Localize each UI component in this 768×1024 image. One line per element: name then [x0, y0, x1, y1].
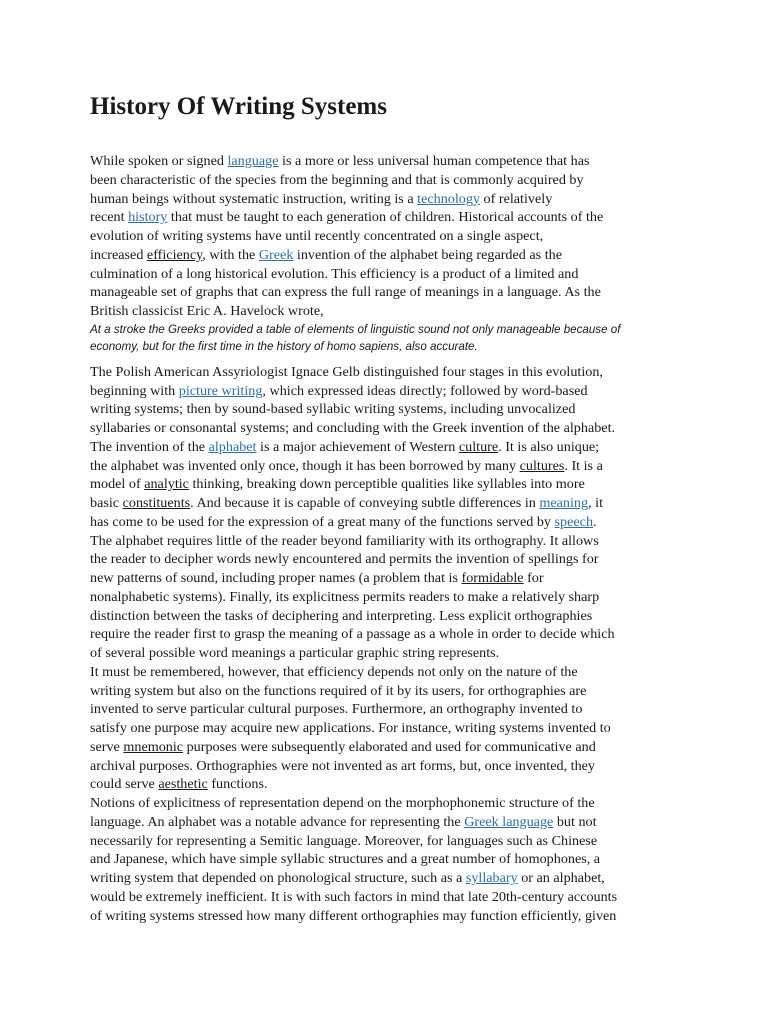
paragraph-gap — [90, 355, 690, 363]
text-line — [90, 457, 690, 476]
text-run: serve — [90, 738, 124, 755]
text-run: . It is a — [564, 457, 603, 474]
text-run: of several possible word meanings a particular graphic string represents. — [90, 645, 500, 661]
text-line — [90, 850, 690, 869]
paragraph-intro — [90, 152, 690, 321]
text-run: purposes were subsequently elaborated and used for communicative and — [183, 738, 596, 755]
text-run: beginning with — [90, 382, 179, 399]
text-line — [90, 532, 690, 551]
text-line — [90, 700, 690, 719]
text-run: thinking, breaking down perceptible qualities like syllables into more — [188, 476, 585, 493]
text-line — [90, 719, 690, 738]
text-run: satisfy one purpose may acquire new applications. For instance, writing systems invented to — [90, 720, 611, 736]
text-line — [90, 625, 690, 644]
term-efficiency[interactable]: efficiency — [146, 246, 203, 263]
article-body — [90, 152, 690, 925]
text-run: the reader to decipher words newly encountered and permits the invention of spellings for — [90, 551, 599, 568]
text-run: model of — [90, 476, 145, 493]
text-line — [90, 569, 690, 588]
quote-line: At a stroke the Greeks provided a table of elements of linguistic sound not only manageable because of — [90, 322, 621, 336]
text-line — [90, 644, 690, 663]
blockquote-havelock — [90, 321, 690, 355]
text-run: , it — [588, 495, 604, 511]
text-run: and Japanese, which have simple syllabic structures and a great number of homophones, a — [90, 851, 601, 868]
term-analytic[interactable]: analytic — [144, 476, 189, 493]
text-run: It must be remembered, however, that efficiency depends not only on the nature of the — [90, 663, 578, 680]
link-greek[interactable]: Greek — [258, 246, 294, 263]
text-line — [90, 607, 690, 626]
text-run: writing system that depended on phonological structure, such as a — [90, 870, 466, 886]
text-line — [90, 363, 690, 382]
text-line — [90, 550, 690, 569]
link-meaning[interactable]: meaning — [539, 495, 589, 511]
text-run: recent — [90, 209, 129, 226]
text-run: basic — [90, 495, 123, 511]
text-line — [90, 227, 690, 246]
term-mnemonic[interactable]: mnemonic — [123, 738, 184, 755]
text-run: writing system but also on the functions required of it by its users, for orthographies are — [90, 682, 587, 699]
text-line — [90, 775, 690, 794]
text-run: , with the — [202, 246, 259, 263]
text-line — [90, 265, 690, 284]
text-run: necessarily for representing a Semitic language. Moreover, for languages such as Chinese — [90, 832, 598, 849]
quote-line: economy, but for the first time in the history of homo sapiens, also accurate. — [90, 339, 478, 353]
paragraph-main — [90, 363, 690, 926]
term-culture[interactable]: culture — [458, 438, 499, 455]
text-line — [90, 869, 690, 888]
link-history[interactable]: history — [128, 209, 168, 226]
link-speech[interactable]: speech — [554, 513, 594, 530]
text-line — [90, 283, 690, 302]
term-constituents[interactable]: constituents — [122, 495, 191, 511]
text-run: but not — [553, 813, 597, 830]
text-run: language. An alphabet was a notable advance for representing the — [90, 813, 465, 830]
text-line — [90, 682, 690, 701]
text-run: been characteristic of the species from the beginning and that is commonly acquired by — [90, 171, 584, 188]
text-run: manageable set of graphs that can express the full range of meanings in a language. As the — [90, 284, 601, 301]
text-run: The alphabet requires little of the reader beyond familiarity with its orthography. It allows — [90, 532, 599, 549]
text-run: increased — [90, 246, 147, 263]
text-line — [90, 757, 690, 776]
text-run: , which expressed ideas directly; followed by word-based — [262, 382, 588, 399]
text-run: of relatively — [480, 190, 553, 207]
text-line — [90, 246, 690, 265]
text-line — [90, 738, 690, 757]
text-line — [90, 513, 690, 532]
text-run: Notions of explicitness of representation depend on the morphophonemic structure of the — [90, 795, 595, 811]
text-line — [90, 438, 690, 457]
text-run: syllabaries or consonantal systems; and concluding with the Greek invention of the alphabet. — [90, 420, 616, 436]
text-line — [90, 208, 690, 227]
text-line — [90, 588, 690, 607]
text-run: . And because it is capable of conveying subtle differences in — [190, 495, 540, 511]
text-line — [90, 382, 690, 401]
text-run: invention of the alphabet being regarded as the — [293, 246, 562, 263]
text-line — [90, 907, 690, 926]
term-formidable[interactable]: formidable — [461, 570, 524, 586]
text-line — [90, 190, 690, 209]
text-line — [90, 152, 690, 171]
text-run: could serve — [90, 776, 159, 793]
text-run: The Polish American Assyriologist Ignace Gelb distinguished four stages in this evolution, — [90, 363, 603, 380]
text-run: While spoken or signed — [90, 153, 228, 169]
link-greek-language[interactable]: Greek language — [464, 813, 554, 830]
text-run: British classicist Eric A. Havelock wrote, — [90, 303, 324, 319]
link-language[interactable]: language — [227, 153, 279, 169]
text-run: functions. — [207, 776, 268, 793]
text-run: distinction between the tasks of deciphering and interpreting. Less explicit orthographies — [90, 607, 593, 624]
text-run: writing systems; then by sound-based syllabic writing systems, including unvocalized — [90, 401, 576, 418]
text-run: or an alphabet, — [517, 870, 605, 886]
text-line — [90, 475, 690, 494]
text-line — [90, 663, 690, 682]
text-run: . — [593, 513, 597, 530]
link-syllabary[interactable]: syllabary — [465, 870, 518, 886]
text-run: new patterns of sound, including proper names (a problem that is — [90, 570, 462, 586]
text-run: is a major achievement of Western — [256, 438, 459, 455]
text-run: for — [523, 570, 544, 586]
text-line — [90, 171, 690, 190]
text-line — [90, 832, 690, 851]
text-run: require the reader first to grasp the meaning of a passage as a whole in order to decide which — [90, 626, 615, 643]
text-line — [90, 400, 690, 419]
text-run: has come to be used for the expression of a great many of the functions served by — [90, 513, 555, 530]
text-run: the alphabet was invented only once, though it has been borrowed by many — [90, 457, 520, 474]
text-run: human beings without systematic instruction, writing is a — [90, 190, 418, 207]
text-line — [90, 794, 690, 813]
text-run: . It is also unique; — [498, 438, 600, 455]
text-line — [90, 419, 690, 438]
page-title: History Of Writing Systems — [90, 93, 387, 120]
text-line — [90, 888, 690, 907]
link-picture-writing[interactable]: picture writing — [178, 382, 263, 399]
text-run: invented to serve particular cultural purposes. Furthermore, an orthography invented to — [90, 701, 583, 718]
text-run: The invention of the — [90, 438, 209, 455]
text-run: culmination of a long historical evolution. This efficiency is a product of a limited and — [90, 265, 579, 282]
text-line — [90, 302, 690, 321]
text-run: would be extremely inefficient. It is with such factors in mind that late 20th-century accounts — [90, 888, 618, 905]
term-aesthetic[interactable]: aesthetic — [158, 776, 208, 793]
text-line — [90, 494, 690, 513]
term-cultures[interactable]: cultures — [519, 457, 565, 474]
text-run: that must be taught to each generation of children. Historical accounts of the — [167, 209, 604, 226]
text-run: of writing systems stressed how many different orthographies may function efficiently, given — [90, 907, 617, 924]
text-run: archival purposes. Orthographies were not invented as art forms, but, once invented, they — [90, 757, 595, 774]
link-alphabet[interactable]: alphabet — [208, 438, 257, 455]
text-line — [90, 813, 690, 832]
text-run: nonalphabetic systems). Finally, its explicitness permits readers to make a relatively sharp — [90, 588, 600, 605]
text-run: is a more or less universal human competence that has — [278, 153, 590, 169]
text-run: evolution of writing systems have until recently concentrated on a single aspect, — [90, 228, 544, 244]
link-technology[interactable]: technology — [417, 190, 481, 207]
